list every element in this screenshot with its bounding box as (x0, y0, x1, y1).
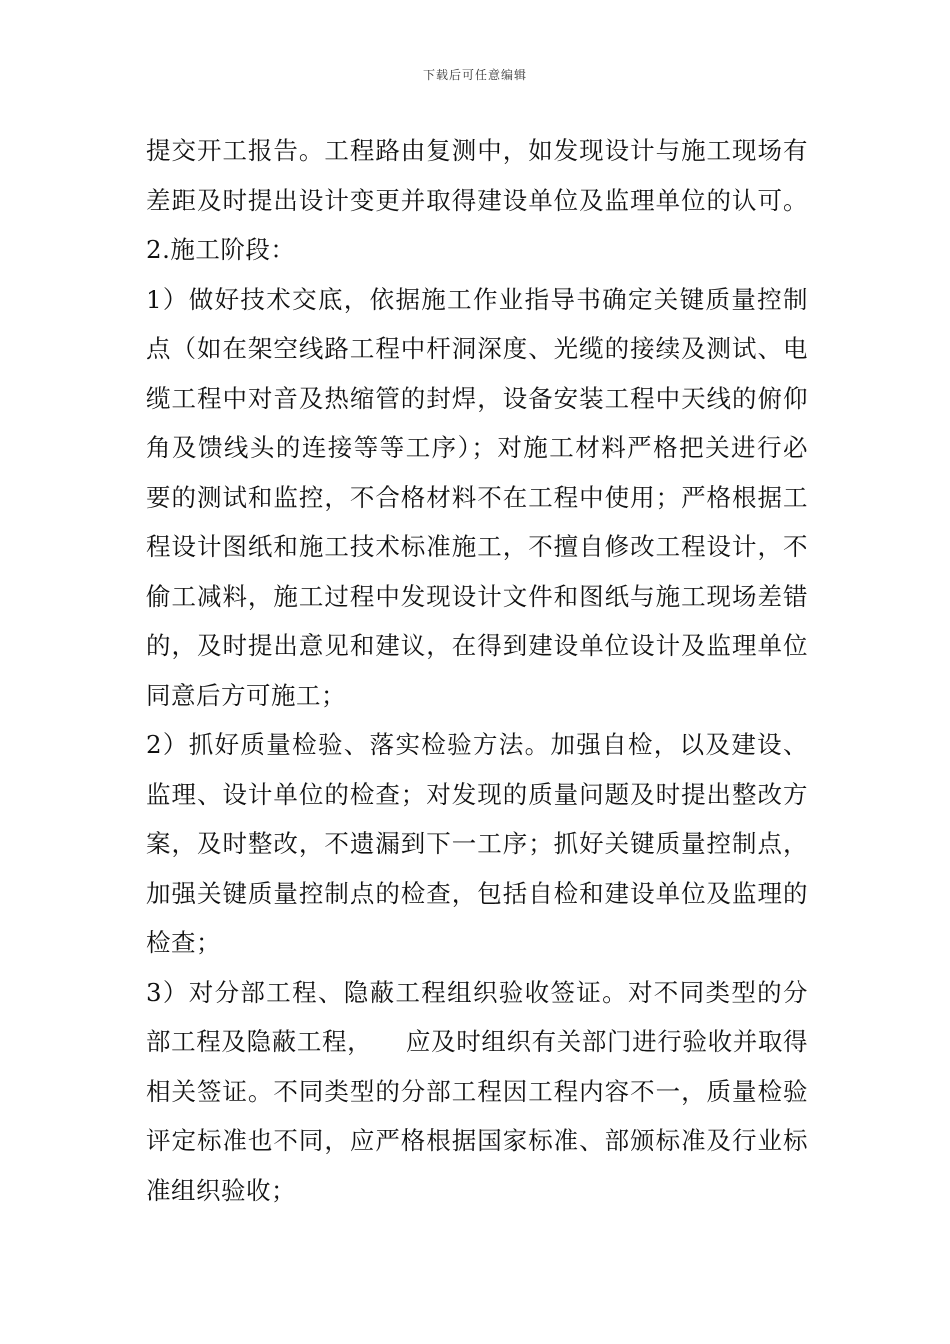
page-header: 下载后可任意编辑 (422, 68, 527, 82)
paragraph-item-1: 1）做好技术交底，依据施工作业指导书确定关键质量控制点（如在架空线路工程中杆洞深度、光缆的接续及测试、电缆工程中对音及热缩管的封焊，设备安装工程中天线的俯仰角及馈线头的连接等等工序）；对施工材料严格把关进行必要的测试和监控，不合格材料不在工程中使用；严格根据工程设计图纸和施工技术标准施工，不擅自修改工程设计，不偷工减料，施工过程中发现设计文件和图纸与施工现场差错的，及时提出意见和建议，在得到建设单位设计及监理单位同意后方可施工； (146, 284, 808, 710)
document-body (146, 126, 842, 1215)
paragraph-item-3: 3）对分部工程、隐蔽工程组织验收签证。对不同类型的分部工程及隐蔽工程， 应及时组织有关部门进行验收并取得相关签证。不同类型的分部工程因工程内容不一，质量检验评定标准也不同，应严格根据国家标准、部颁标准及行业标准组织验收； (146, 977, 808, 1205)
paragraph-prep-stage: 提交开工报告。工程路由复测中，如发现设计与施工现场有差距及时提出设计变更并取得建设单位及监理单位的认可。 2.施工阶段： (146, 136, 842, 264)
paragraph-item-2: 2）抓好质量检验、落实检验方法。加强自检，以及建设、监理、设计单位的检查；对发现的质量问题及时提出整改方案，及时整改，不遗漏到下一工序；抓好关键质量控制点，加强关键质量控制点的检查，包括自检和建设单位及监理的检查； (146, 730, 808, 957)
